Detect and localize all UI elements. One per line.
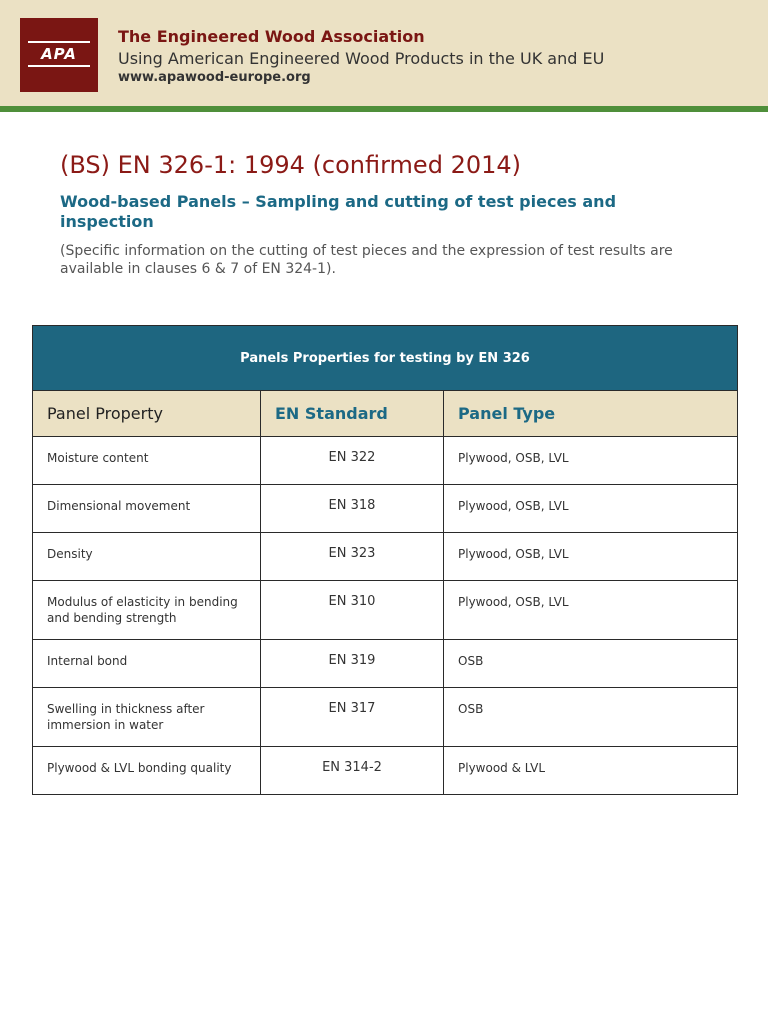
cell-type: Plywood, OSB, LVL bbox=[444, 581, 738, 640]
table-header-row bbox=[33, 391, 738, 437]
cell-property: Moisture content bbox=[33, 437, 261, 485]
header-divider bbox=[0, 106, 768, 112]
column-header-standard: EN Standard bbox=[261, 391, 444, 437]
table-banner-row bbox=[33, 326, 738, 391]
cell-property: Dimensional movement bbox=[33, 485, 261, 533]
cell-standard: EN 319 bbox=[261, 640, 444, 688]
cell-standard: EN 314-2 bbox=[261, 747, 444, 795]
cell-standard: EN 317 bbox=[261, 688, 444, 747]
organization-name: The Engineered Wood Association bbox=[118, 27, 425, 46]
cell-standard: EN 322 bbox=[261, 437, 444, 485]
column-header-type: Panel Type bbox=[444, 391, 738, 437]
organization-url: www.apawood-europe.org bbox=[118, 70, 311, 85]
table-row bbox=[33, 688, 738, 747]
cell-standard: EN 323 bbox=[261, 533, 444, 581]
cell-property: Internal bond bbox=[33, 640, 261, 688]
cell-property: Swelling in thickness after immersion in water bbox=[33, 688, 261, 747]
cell-type: Plywood & LVL bbox=[444, 747, 738, 795]
cell-standard: EN 310 bbox=[261, 581, 444, 640]
cell-type: OSB bbox=[444, 688, 738, 747]
apa-logo bbox=[20, 18, 98, 92]
organization-tagline: Using American Engineered Wood Products in the UK and EU bbox=[118, 49, 605, 68]
table-banner: Panels Properties for testing by EN 326 bbox=[33, 326, 738, 391]
column-header-property: Panel Property bbox=[33, 391, 261, 437]
cell-type: Plywood, OSB, LVL bbox=[444, 485, 738, 533]
table-row bbox=[33, 437, 738, 485]
cell-property: Modulus of elasticity in bending and bending strength bbox=[33, 581, 261, 640]
cell-property: Density bbox=[33, 533, 261, 581]
table-row bbox=[33, 533, 738, 581]
table-row bbox=[33, 640, 738, 688]
cell-standard: EN 318 bbox=[261, 485, 444, 533]
document-note: (Specific information on the cutting of test pieces and the expression of test results are available in clauses 6 & 7 of EN 324-1). bbox=[60, 243, 673, 277]
cell-type: OSB bbox=[444, 640, 738, 688]
properties-table bbox=[32, 325, 738, 795]
table-row bbox=[33, 581, 738, 640]
logo-rule-top bbox=[28, 41, 90, 43]
logo-rule-bottom bbox=[28, 65, 90, 67]
document-title: (BS) EN 326-1: 1994 (confirmed 2014) bbox=[60, 151, 522, 179]
cell-type: Plywood, OSB, LVL bbox=[444, 533, 738, 581]
cell-type: Plywood, OSB, LVL bbox=[444, 437, 738, 485]
table-row bbox=[33, 485, 738, 533]
logo-text: APA bbox=[41, 45, 77, 63]
document-subtitle: Wood-based Panels – Sampling and cutting of test pieces and inspection bbox=[60, 192, 617, 231]
table-row bbox=[33, 747, 738, 795]
cell-property: Plywood & LVL bonding quality bbox=[33, 747, 261, 795]
